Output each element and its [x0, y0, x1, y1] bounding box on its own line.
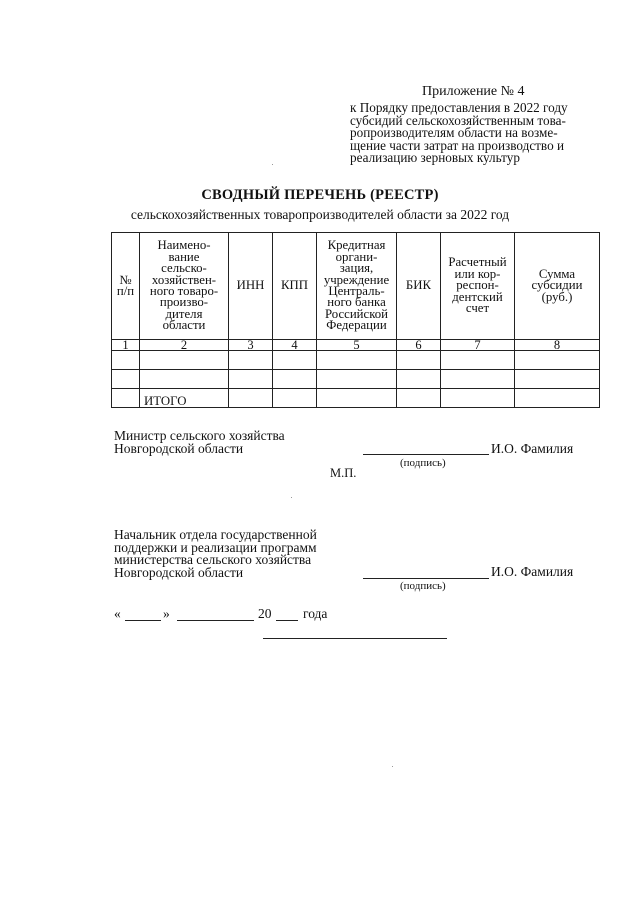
- header-producer-name: Наимено- вание сельско- хозяйствен- ного товаро- произво- дителя области: [140, 233, 229, 340]
- table-header-row: [112, 233, 600, 340]
- table-cell: [229, 389, 273, 408]
- column-number: 3: [229, 340, 273, 351]
- stamp-place: М.П.: [330, 466, 357, 480]
- header-kpp: КПП: [273, 233, 317, 340]
- minister-signature-line: [363, 454, 489, 455]
- scan-speck: [392, 766, 393, 767]
- column-number: 1: [112, 340, 140, 351]
- bottom-signature-line: [263, 638, 447, 639]
- table-cell: [273, 389, 317, 408]
- table-cell: [515, 370, 600, 389]
- table-cell: [273, 370, 317, 389]
- table-cell: [441, 370, 515, 389]
- minister-name: И.О. Фамилия: [491, 441, 574, 456]
- column-number: 6: [397, 340, 441, 351]
- head-signature-line: [363, 578, 489, 579]
- department-head-position: Начальник отдела государственной поддержки и реализации программ министерства сельского хозяйства Новгородской области: [114, 527, 317, 580]
- table-cell: [515, 389, 600, 408]
- date-year-prefix: 20: [258, 606, 272, 621]
- scan-speck: [272, 164, 273, 165]
- annex-line: ропроизводителям области на возме-: [350, 125, 558, 141]
- table-cell: [317, 389, 397, 408]
- table-cell: [229, 351, 273, 370]
- annex-line: щение части затрат на производство и: [350, 137, 565, 153]
- date-month-blank: [177, 620, 254, 621]
- column-number: 4: [273, 340, 317, 351]
- header-account: Расчетный или кор- респон- дентский счет: [441, 233, 515, 340]
- table-cell: [397, 370, 441, 389]
- date-year-blank: [276, 620, 298, 621]
- column-number: 8: [515, 340, 600, 351]
- header-bik: БИК: [397, 233, 441, 340]
- document-subtitle: сельскохозяйственных товаропроизводителей области за 2022 год: [130, 207, 510, 222]
- total-label: ИТОГО: [140, 389, 229, 408]
- header-subsidy-amount: Сумма субсидии (руб.): [515, 233, 600, 340]
- date-open-quote: «: [114, 606, 121, 621]
- annex-line: к Порядку предоставления в 2022 году: [350, 100, 568, 115]
- scan-speck: [291, 497, 292, 498]
- registry-table: [111, 232, 600, 408]
- header-credit-organization: Кредитная органи- зация, учреждение Централь- ного банка Российской Федерации: [317, 233, 397, 340]
- table-cell: [140, 351, 229, 370]
- total-row: [112, 389, 600, 408]
- table-cell: [397, 351, 441, 370]
- table-cell: [273, 351, 317, 370]
- table-cell: [515, 351, 600, 370]
- table-row: [112, 351, 600, 370]
- table-cell: [140, 370, 229, 389]
- annex-reference: [350, 102, 568, 165]
- column-number: 2: [140, 340, 229, 351]
- table-cell: [112, 370, 140, 389]
- table-cell: [112, 389, 140, 408]
- annex-line: субсидий сельскохозяйственным това-: [350, 112, 566, 128]
- minister-position: Министр сельского хозяйства Новгородской области: [114, 428, 285, 456]
- department-head-name: И.О. Фамилия: [491, 564, 574, 579]
- date-close-quote: »: [163, 606, 170, 621]
- table-cell: [441, 389, 515, 408]
- table-cell: [229, 370, 273, 389]
- table-cell: [441, 351, 515, 370]
- minister-signature-caption: (подпись): [400, 457, 446, 469]
- date-day-blank: [125, 620, 161, 621]
- date-year-suffix: года: [303, 606, 328, 621]
- document-title: СВОДНЫЙ ПЕРЕЧЕНЬ (РЕЕСТР): [201, 187, 439, 203]
- table-cell: [317, 370, 397, 389]
- head-signature-caption: (подпись): [400, 580, 446, 592]
- table-cell: [112, 351, 140, 370]
- annex-line: реализацию зерновых культур: [350, 150, 520, 166]
- header-inn: ИНН: [229, 233, 273, 340]
- header-number: № п/п: [112, 233, 140, 340]
- table-cell: [317, 351, 397, 370]
- table-cell: [397, 389, 441, 408]
- annex-number: Приложение № 4: [422, 84, 525, 99]
- table-row: [112, 370, 600, 389]
- column-number: 7: [441, 340, 515, 351]
- column-number: 5: [317, 340, 397, 351]
- column-number-row: [112, 340, 600, 351]
